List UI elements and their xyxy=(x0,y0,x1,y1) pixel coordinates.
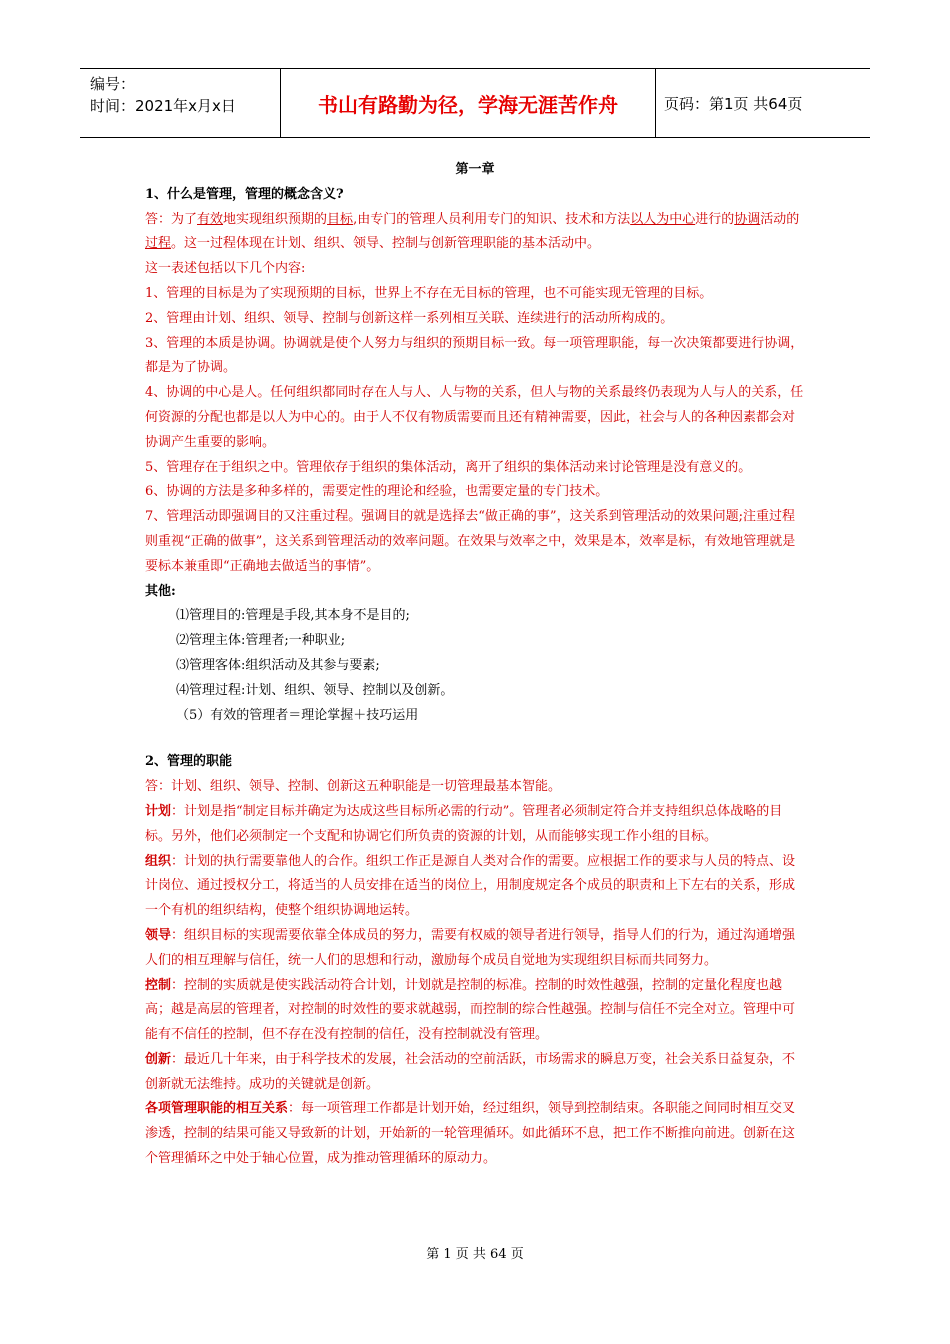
function-term: 组织 xyxy=(145,853,172,869)
function-item xyxy=(145,974,805,1048)
point-item: 6、协调的方法是多种多样的，需要定性的理论和经验，也需要定量的专门技术。 xyxy=(145,484,609,500)
header-left-cell xyxy=(80,69,281,137)
answer-text: 进行的 xyxy=(695,211,735,227)
function-item xyxy=(145,924,805,974)
other-item: （5）有效的管理者＝理论掌握＋技巧运用 xyxy=(176,707,419,723)
point-item: 7、管理活动即强调目的又注重过程。强调目的就是选择去“做正确的事”，这关系到管理活动的效果问题;注重过程则重视“正确的做事”，这关系到管理活动的效率问题。在效果与效率之中，效果是本，效率是标，有效地管理就是要标本兼重即“正确地去做适当的事情”。 xyxy=(145,509,796,574)
doc-number-label: 编号： xyxy=(90,75,136,93)
answer-text: 活动的 xyxy=(760,211,800,227)
function-text: ：控制的实质就是使实践活动符合计划，计划就是控制的标准。控制的时效性越强，控制的定量化程度也越高；越是高层的管理者，对控制的时效性的要求就越弱，而控制的综合性越强。控制与信任不完全对立。管理中可能有不信任的控制，但不存在没有控制的信任，没有控制就没有管理。 xyxy=(145,977,796,1043)
header-table xyxy=(80,68,870,138)
question-2-answer: 答：计划、组织、领导、控制、创新这五种职能是一切管理最基本智能。 xyxy=(145,779,562,795)
other-item: ⑶管理客体:组织活动及其参与要素; xyxy=(176,657,380,673)
function-term: 领导 xyxy=(145,927,172,943)
answer-text: ,由专门的管理人员利用专门的知识、技术和方法 xyxy=(353,211,631,227)
answer-text: 地实现组织预期的 xyxy=(223,211,328,227)
function-text: ：计划是指“制定目标并确定为达成这些目标所必需的行动”。管理者必须制定符合并支持组织总体战略的目标。另外，他们必须制定一个支配和协调它们所负责的资源的计划，从而能够实现工作小组的目标。 xyxy=(145,803,783,844)
question-2-title: 2、管理的职能 xyxy=(145,754,233,770)
other-item: ⑴管理目的:管理是手段,其本身不是目的; xyxy=(176,608,410,624)
underlined-term: 协调 xyxy=(734,211,761,227)
header-page-info: 页码：第1页 共64页 xyxy=(664,94,803,113)
point-item: 3、管理的本质是协调。协调就是使个人努力与组织的预期目标一致。每一项管理职能，每一次决策都要进行协调，都是为了协调。 xyxy=(145,335,804,376)
underlined-term: 过程 xyxy=(145,236,172,252)
function-item xyxy=(145,850,805,924)
point-item: 5、管理存在于组织之中。管理依存于组织的集体活动，离开了组织的集体活动来讨论管理是没有意义的。 xyxy=(145,459,752,475)
function-text: ：组织目标的实现需要依靠全体成员的努力，需要有权威的领导者进行领导，指导人们的行为，通过沟通增强人们的相互理解与信任，统一人们的思想和行动，激励每个成员自觉地为实现组织目标而共同努力。 xyxy=(145,927,796,968)
underlined-term: 有效 xyxy=(197,211,224,227)
function-item xyxy=(145,800,805,850)
other-item: ⑷管理过程:计划、组织、领导、控制以及创新。 xyxy=(176,682,454,698)
chapter-title: 第一章 xyxy=(455,162,495,177)
function-text: ：计划的执行需要靠他人的合作。组织工作正是源自人类对合作的需要。应根据工作的要求与人员的特点、设计岗位、通过授权分工，将适当的人员安排在适当的岗位上，用制度规定各个成员的职责和上下左右的关系，形成一个有机的组织结构，使整个组织协调地运转。 xyxy=(145,853,796,919)
function-item xyxy=(145,1048,805,1098)
section-gap xyxy=(145,728,805,750)
function-text: ：每一项管理工作都是计划开始，经过组织，领导到控制结束。各职能之间同时相互交叉渗透，控制的结果可能又导致新的计划，开始新的一轮管理循环。如此循环不息，把工作不断推向前进。创新在这个管理循环之中处于轴心位置，成为推动管理循环的原动力。 xyxy=(145,1101,796,1167)
function-term: 创新 xyxy=(145,1051,172,1067)
function-term: 各项管理职能的相互关系 xyxy=(145,1101,289,1117)
function-term: 计划 xyxy=(145,803,172,819)
question-1-title: 1、什么是管理，管理的概念含义? xyxy=(145,186,344,202)
answer-text: 答：为了 xyxy=(145,211,198,227)
underlined-term: 目标 xyxy=(327,211,354,227)
point-item: 1、管理的目标是为了实现预期的目标，世界上不存在无目标的管理，也不可能实现无管理的目标。 xyxy=(145,285,713,301)
page-footer: 第 1 页 共 64 页 xyxy=(426,1247,524,1262)
underlined-term: 以人为中心 xyxy=(630,211,696,227)
header-motto: 书山有路勤为径，学海无涯苦作舟 xyxy=(281,69,656,137)
point-item: 4、协调的中心是人。任何组织都同时存在人与人、人与物的关系，但人与物的关系最终仍表现为人与人的关系，任何资源的分配也都是以人为中心的。由于人不仅有物质需要而且还有精神需要，因此，社会与人的各种因素都会对协调产生重要的影响。 xyxy=(145,385,804,450)
point-item: 2、管理由计划、组织、领导、控制与创新这样一系列相互关联、连续进行的活动所构成的。 xyxy=(145,310,674,326)
function-text: ：最近几十年来，由于科学技术的发展，社会活动的空前活跃，市场需求的瞬息万变，社会关系日益复杂，不创新就无法维持。成功的关键就是创新。 xyxy=(145,1051,796,1092)
doc-time-label: 时间：2021年x月x日 xyxy=(90,97,236,115)
document-body xyxy=(145,158,805,1172)
question-1-answer xyxy=(145,208,805,258)
function-term: 控制 xyxy=(145,977,172,993)
answer-text: 。这一过程体现在计划、组织、领导、控制与创新管理职能的基本活动中。 xyxy=(171,236,601,252)
function-item xyxy=(145,1097,805,1171)
question-1-intro: 这一表述包括以下几个内容: xyxy=(145,261,306,277)
other-title: 其他: xyxy=(145,583,176,599)
other-item: ⑵管理主体:管理者;一种职业; xyxy=(176,633,346,649)
